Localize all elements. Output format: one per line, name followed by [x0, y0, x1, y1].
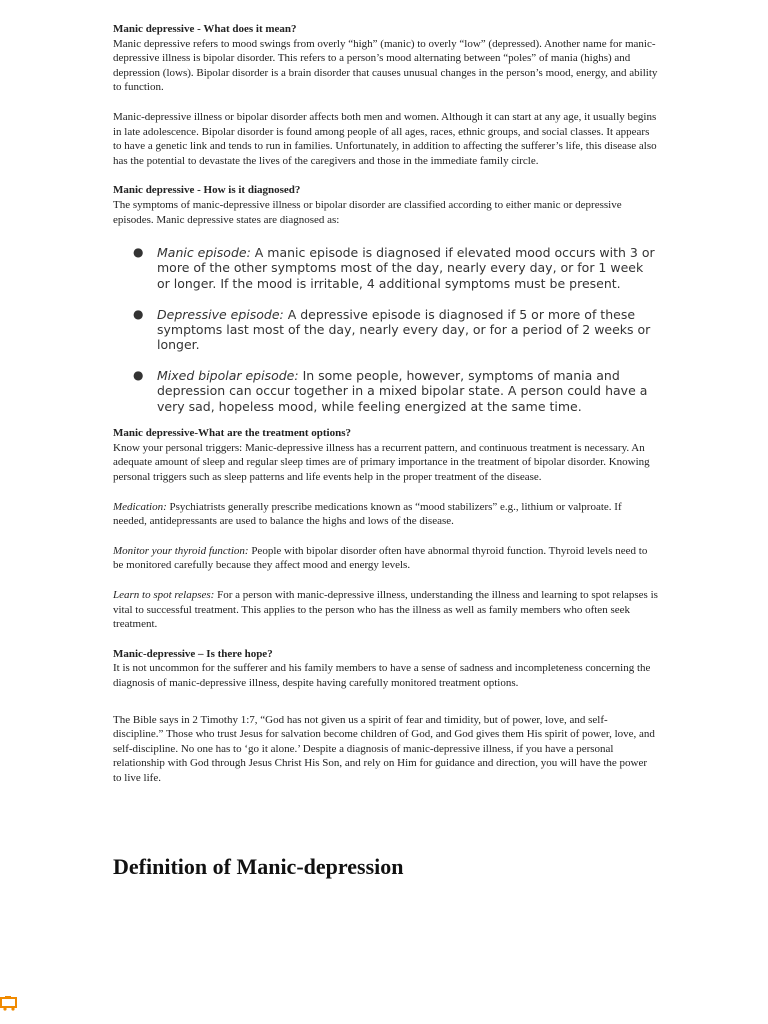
bullet-icon: ●	[133, 306, 144, 321]
term: Medication:	[113, 500, 167, 513]
description: For a person with manic-depressive illness, understanding the illness and learning to spot relapses is vital to successful treatment. This applies to the person who has the illness as well as family members who often seek treatment.	[113, 589, 658, 631]
paragraph: The symptoms of manic-depressive illness or bipolar disorder are classified according to either manic or depressive episodes. Manic depressive states are diagnosed as:	[113, 198, 622, 226]
section-heading-hope: Manic-depressive – Is there hope?	[113, 647, 273, 660]
paragraph: The Bible says in 2 Timothy 1:7, “God has not given us a spirit of fear and timidity, but of power, love, and self-discipline.” Those who trust Jesus for salvation become children of God, and God gives them His spirit of power, love, and self-discipline. No one has to ‘go it alone.’ Despite a diagnosis of manic-depressive illness, if you have a personal relationship with God through Jesus Christ His Son, and rely on Him for guidance and direction, you will have the power to live life.	[113, 713, 655, 784]
term: Monitor your thyroid function:	[113, 544, 249, 557]
description: Psychiatrists generally prescribe medications known as “mood stabilizers” e.g., lithium or valproate. If needed, antidepressants are used to balance the highs and lows of the disease.	[113, 500, 622, 528]
page-title: Definition of Manic-depression	[113, 854, 404, 879]
bookmark-icon[interactable]	[0, 995, 20, 1011]
paragraph: Manic depressive refers to mood swings from overly “high” (manic) to overly “low” (depressed). Another name for manic-depressive illness is bipolar disorder. This refers to a person’s mood alternating between “poles” of mania (highs) and depression (lows). Bipolar disorder is a brain disorder that causes unusual changes in the person’s mood, energy, and ability to function.	[113, 37, 658, 94]
paragraph: Know your personal triggers: Manic-depressive illness has a recurrent pattern, and continuous treatment is necessary. An adequate amount of sleep and regular sleep times are of primary importance in the treatment of bipolar disorder. Knowing personal triggers such as sleep patterns and life events help in the proper treatment of the disease.	[113, 441, 650, 484]
paragraph	[113, 544, 658, 573]
bullet-icon: ●	[133, 245, 144, 260]
description: People with bipolar disorder often have abnormal thyroid function. Thyroid levels need to be monitored carefully because they affect mood and energy levels.	[113, 544, 648, 572]
bullet-icon: ●	[133, 367, 144, 382]
section-heading-diagnosis: Manic depressive - How is it diagnosed?	[113, 184, 301, 197]
description: A depressive episode is diagnosed if 5 or more of these symptoms last most of the day, nearly every day, or for a period of 2 weeks or longer.	[157, 306, 651, 353]
description: In some people, however, symptoms of mania and depression can occur together in a mixed bipolar state. A person could have a very sad, hopeless mood, while feeling energized at the same time.	[157, 367, 648, 414]
episode-list	[113, 245, 658, 414]
paragraph: Manic-depressive illness or bipolar disorder affects both men and women. Although it can start at any age, it usually begins in late adolescence. Bipolar disorder is found among people of all ages, races, ethnic groups, and social classes. It appears to have a genetic link and tends to run in families. Unfortunately, in addition to affecting the sufferer’s life, this disease also has the potential to devastate the lives of the caregivers and those in the immediate family circle.	[113, 110, 657, 167]
list-item	[133, 245, 658, 291]
description: A manic episode is diagnosed if elevated mood occurs with 3 or more of the other symptoms most of the day, nearly every day, or for 1 week or longer. If the mood is irritable, 4 additional symptoms must be present.	[157, 245, 655, 291]
term: Manic episode:	[157, 245, 251, 261]
paragraph: It is not uncommon for the sufferer and his family members to have a sense of sadness and incompleteness concerning the diagnosis of manic-depressive illness, despite having carefully monitored treatment options.	[113, 662, 651, 690]
paragraph	[113, 500, 658, 529]
term: Depressive episode:	[157, 306, 284, 322]
section-heading-treatment: Manic depressive-What are the treatment options?	[113, 427, 351, 440]
list-item	[133, 367, 658, 414]
list-item	[133, 306, 658, 353]
document-body	[113, 22, 658, 786]
section-heading-meaning: Manic depressive - What does it mean?	[113, 23, 297, 35]
paragraph	[113, 588, 658, 632]
term: Mixed bipolar episode:	[157, 367, 299, 383]
term: Learn to spot relapses:	[113, 589, 215, 602]
